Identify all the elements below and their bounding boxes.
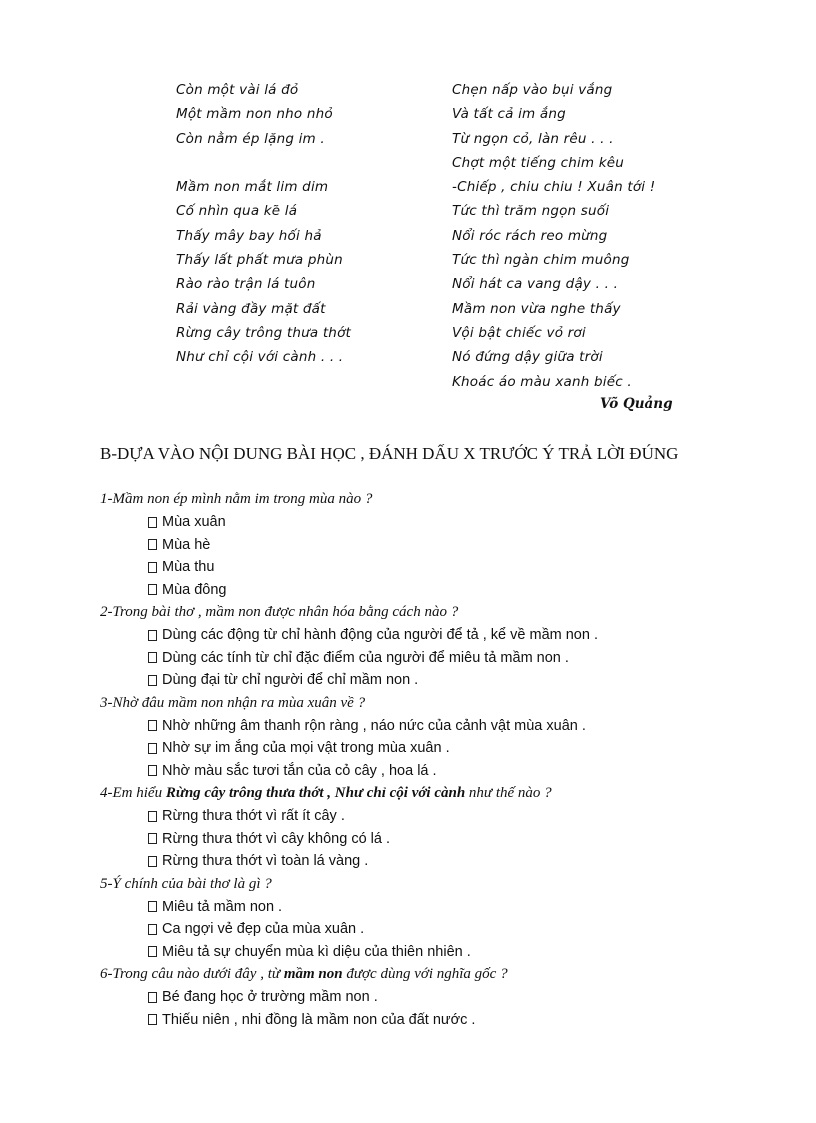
answer-option[interactable]	[148, 1009, 740, 1032]
question-text: 1-Mầm non ép mình nằm im trong mùa nào ?	[100, 491, 373, 507]
answer-option[interactable]	[148, 579, 740, 602]
poem-left-column	[176, 78, 426, 370]
poem-line: Còn một vài lá đỏ	[176, 82, 299, 98]
question-title	[100, 873, 740, 896]
answer-option-label: Ca ngợi vẻ đẹp của mùa xuân .	[162, 921, 365, 937]
poem-line: -Chiếp , chiu chiu ! Xuân tới !	[452, 179, 656, 196]
question-title	[100, 488, 740, 511]
poem-line: Cố nhìn qua kẽ lá	[176, 203, 298, 220]
answer-option[interactable]	[148, 805, 740, 828]
question-text: 5-Ý chính của bài thơ là gì ?	[100, 875, 272, 892]
poem-line: Một mầm non nho nhỏ	[176, 106, 333, 123]
checkbox-icon[interactable]	[148, 584, 157, 595]
answer-option[interactable]	[148, 850, 740, 873]
question-emphasis: Rừng cây trông thưa thớt , Như chỉ cội với cành	[165, 785, 466, 801]
answer-option[interactable]	[148, 556, 740, 579]
answer-option-label: Dùng các động từ chỉ hành động của người để tả , kể về mầm non .	[162, 627, 598, 643]
section-heading: B-DỰA VÀO NỘI DUNG BÀI HỌC , ĐÁNH DẤU X TRƯỚC Ý TRẢ LỜI ĐÚNG	[100, 444, 679, 463]
answer-option[interactable]	[148, 737, 740, 760]
question-block	[100, 692, 740, 783]
question-block	[100, 488, 740, 601]
poem-right-column	[452, 78, 702, 394]
poem-line: Rừng cây trông thưa thớt	[176, 324, 352, 341]
poem-line: Tức thì ngàn chim muông	[452, 252, 630, 269]
checkbox-icon[interactable]	[148, 924, 157, 935]
poem-line: Rải vàng đầy mặt đất	[176, 300, 326, 317]
answer-option-label: Mùa thu	[162, 559, 215, 575]
question-block	[100, 963, 740, 1031]
answer-option-label: Dùng các tính từ chỉ đặc điểm của người để miêu tả mầm non .	[162, 649, 569, 666]
checkbox-icon[interactable]	[148, 1014, 157, 1025]
poem-line: Rào rào trận lá tuôn	[176, 276, 316, 293]
poem-line: Chẹn nấp vào bụi vắng	[452, 82, 613, 98]
answer-option-label: Miêu tả sự chuyển mùa kì diệu của thiên nhiên .	[162, 943, 471, 960]
answer-option[interactable]	[148, 896, 740, 919]
answer-option[interactable]	[148, 511, 740, 534]
checkbox-icon[interactable]	[148, 562, 157, 573]
poem-line: Như chỉ cội với cành . . .	[176, 349, 344, 366]
question-list	[100, 488, 740, 1031]
question-text: 4-Em hiểu	[100, 785, 166, 801]
checkbox-icon[interactable]	[148, 743, 157, 754]
answer-option[interactable]	[148, 828, 740, 851]
answer-option-label: Miêu tả mầm non .	[162, 898, 283, 915]
answer-option[interactable]	[148, 715, 740, 738]
answer-option[interactable]	[148, 669, 740, 692]
answer-option-label: Nhờ những âm thanh rộn ràng , náo nức của cảnh vật mùa xuân .	[162, 717, 586, 734]
checkbox-icon[interactable]	[148, 992, 157, 1003]
checkbox-icon[interactable]	[148, 811, 157, 822]
answer-option-label: Nhờ sự im ắng của mọi vật trong mùa xuân .	[162, 740, 450, 756]
answer-option[interactable]	[148, 986, 740, 1009]
answer-option-label: Bé đang học ở trường mầm non .	[162, 989, 378, 1005]
question-title	[100, 601, 740, 624]
poem-line: Thấy mây bay hối hả	[176, 227, 322, 244]
question-title	[100, 963, 740, 986]
poem-line: Khoác áo màu xanh biếc .	[452, 373, 632, 390]
question-title	[100, 782, 740, 805]
poem-line: Chợt một tiếng chim kêu	[452, 154, 625, 171]
poem-line: Tức thì trăm ngọn suối	[452, 203, 610, 220]
checkbox-icon[interactable]	[148, 720, 157, 731]
checkbox-icon[interactable]	[148, 833, 157, 844]
poem-line: Từ ngọn cỏ, làn rêu . . .	[452, 130, 614, 147]
answer-option-label: Dùng đại từ chỉ người để chỉ mầm non .	[162, 672, 419, 688]
checkbox-icon[interactable]	[148, 675, 157, 686]
checkbox-icon[interactable]	[148, 652, 157, 663]
answer-option[interactable]	[148, 624, 740, 647]
answer-option-label: Nhờ màu sắc tươi tắn của cỏ cây , hoa lá .	[162, 762, 437, 779]
checkbox-icon[interactable]	[148, 630, 157, 641]
answer-option-label: Thiếu niên , nhi đồng là mầm non của đất nước .	[162, 1011, 476, 1028]
poem-line: Nó đứng dậy giữa trời	[452, 349, 603, 366]
poem-line: Mầm non vừa nghe thấy	[452, 300, 621, 317]
checkbox-icon[interactable]	[148, 517, 157, 528]
answer-option[interactable]	[148, 647, 740, 670]
question-text: được dùng với nghĩa gốc ?	[342, 966, 508, 982]
poem-line: Còn nằm ép lặng im .	[176, 130, 325, 147]
question-text: như thế nào ?	[465, 785, 552, 801]
answer-option-label: Rừng thưa thớt vì rất ít cây .	[162, 808, 345, 824]
answer-option[interactable]	[148, 941, 740, 964]
poem-line: Thấy lất phất mưa phùn	[176, 252, 343, 269]
question-block	[100, 601, 740, 692]
question-block	[100, 873, 740, 964]
answer-option[interactable]	[148, 534, 740, 557]
poem-line: Vội bật chiếc vỏ rơi	[452, 324, 586, 341]
answer-option[interactable]	[148, 760, 740, 783]
question-text: 6-Trong câu nào dưới đây , từ	[100, 966, 284, 982]
stanza-gap	[176, 151, 426, 175]
answer-option-label: Rừng thưa thớt vì cây không có lá .	[162, 830, 391, 847]
checkbox-icon[interactable]	[148, 901, 157, 912]
answer-option-label: Rừng thưa thớt vì toàn lá vàng .	[162, 853, 369, 869]
answer-option-label: Mùa xuân	[162, 514, 226, 530]
poem-line: Và tất cả im ắng	[452, 106, 566, 123]
question-block	[100, 782, 740, 873]
checkbox-icon[interactable]	[148, 765, 157, 776]
poem-author: Võ Quảng	[600, 396, 673, 412]
question-emphasis: mầm non	[283, 966, 343, 982]
question-text: 3-Nhờ đâu mầm non nhận ra mùa xuân về ?	[100, 694, 366, 711]
question-title	[100, 692, 740, 715]
answer-option-label: Mùa đông	[162, 581, 227, 598]
checkbox-icon[interactable]	[148, 539, 157, 550]
question-text: 2-Trong bài thơ , mầm non được nhân hóa bằng cách nào ?	[100, 604, 459, 620]
poem-line: Nổi hát ca vang dậy . . .	[452, 276, 619, 293]
poem-line: Mầm non mắt lim dim	[176, 179, 329, 196]
answer-option[interactable]	[148, 918, 740, 941]
checkbox-icon[interactable]	[148, 856, 157, 867]
poem-line: Nổi róc rách reo mừng	[452, 227, 608, 244]
answer-option-label: Mùa hè	[162, 536, 211, 553]
checkbox-icon[interactable]	[148, 946, 157, 957]
